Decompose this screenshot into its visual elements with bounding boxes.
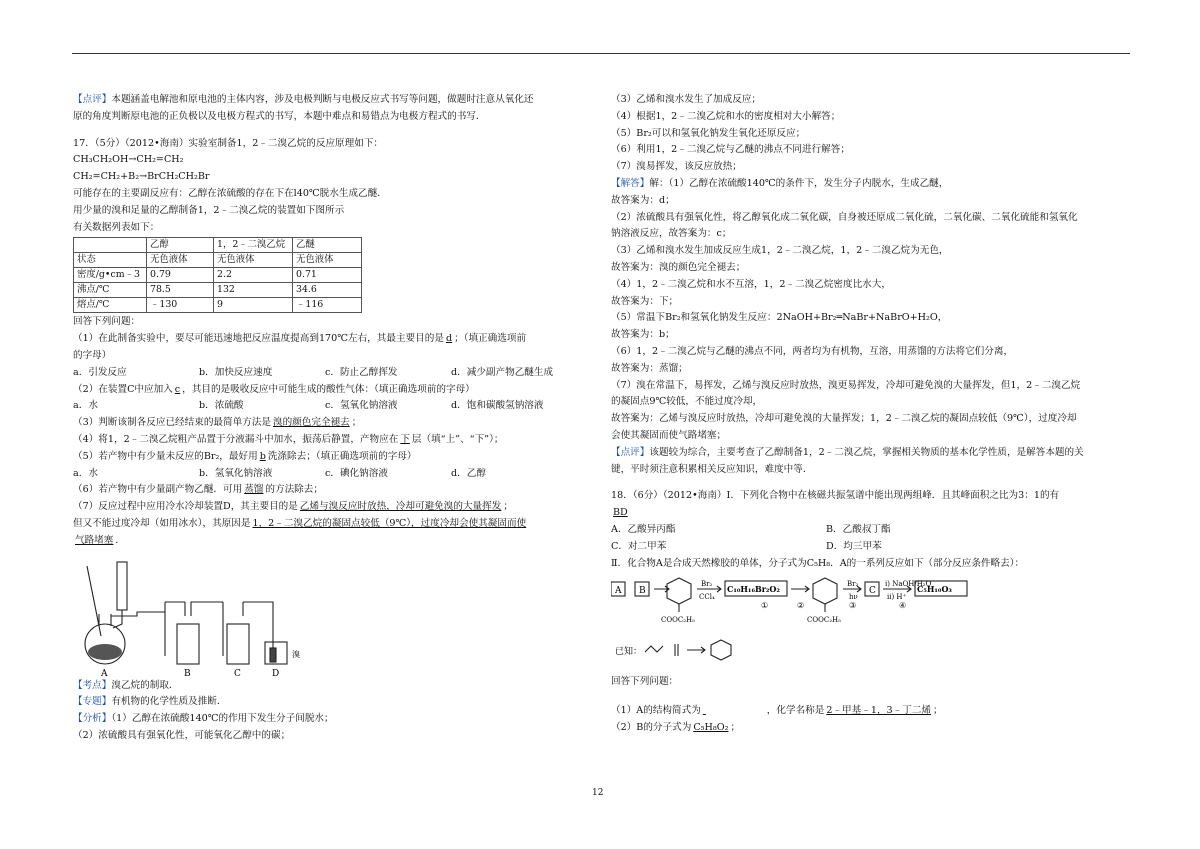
option-b: b．加快反应速度 xyxy=(199,366,273,378)
table-cell: 9 xyxy=(214,298,293,313)
solution-line: （3）乙烯和溴水发生加成反应生成1，2﹣二溴乙烷，1，2﹣二溴乙烷为无色， xyxy=(611,245,949,257)
solution-line: 故答案为：溴的颜色完全褪去； xyxy=(611,261,746,273)
flask-liquid xyxy=(88,644,122,660)
q17-part6-text: （6）若产物中有少量副产物乙醚．可用 xyxy=(73,484,243,496)
q17-part2-tail: ，其目的是吸收反应中可能生成的酸性气体：（填正确选项前的字母） xyxy=(182,383,475,395)
table-cell: 78.5 xyxy=(147,283,214,298)
table-cell: 密度/g•cm﹣3 xyxy=(74,268,147,283)
solution-line: （6）1，2﹣二溴乙烷与乙醚的沸点不同，两者均为有机物，互溶，用蒸馏的方法将它们分离， xyxy=(611,345,1014,357)
intro-text-1: 本题涵盖电解池和原电池的主体内容，涉及电极判断与电极反应式书写等问题，做题时注意从氧化还 xyxy=(111,94,534,105)
jieda-line xyxy=(611,176,1131,193)
q17-part3 xyxy=(73,415,588,432)
jieda-tag: 【解答】 xyxy=(611,177,650,189)
table-cell: 34.6 xyxy=(293,283,362,298)
label-a: A xyxy=(101,668,108,678)
solution-line: 的凝固点9℃较低，不能过度冷却， xyxy=(611,396,763,408)
table-cell: ﹣130 xyxy=(147,298,214,313)
q17-part1-tail: ；（填正确选项前 xyxy=(454,333,527,345)
q17-part4 xyxy=(73,432,588,449)
header-rule xyxy=(72,53,1130,54)
solution-line: 故答案为：乙烯与溴反应时放热，冷却可避免溴的大量挥发；1，2﹣二溴乙烷的凝固点较低（9℃），过度冷却 xyxy=(611,413,1077,425)
right-column xyxy=(611,92,1131,737)
solution-line: （2）浓硫酸具有强氧化性，将乙醇氧化成二氧化碳，自身被还原成二氧化硫，二氧化碳、二氧化硫能和氢氧化 xyxy=(611,211,1078,223)
q17-part5-answer: b xyxy=(259,450,266,462)
table-cell: 132 xyxy=(214,283,293,298)
reagent-acid: ii) H⁺ xyxy=(887,593,907,602)
q17-table-intro: 有关数据列表如下： xyxy=(73,221,160,233)
fenxi-line xyxy=(73,711,588,728)
analysis-line: （7）溴易挥发，该反应放热； xyxy=(611,161,742,173)
zhuanti-line xyxy=(73,694,588,711)
q17-part7-cont2 xyxy=(73,533,588,550)
q18-sub1-answer: 2﹣甲基﹣1，3﹣丁二烯 xyxy=(826,705,932,717)
reagent-naoh: i) NaOH/H₂O xyxy=(885,580,932,589)
q17-part5-tail: 洗涤除去；（填正确选项前的字母） xyxy=(267,450,417,462)
q17-part7-answer: 乙烯与溴反应时放热，冷却可避免溴的大量挥发 xyxy=(299,501,502,513)
q17-eq2: CH₂=CH₂+B₂→BrCH₂CH₂Br xyxy=(73,171,210,183)
option-c: c．氢氧化钠溶液 xyxy=(325,400,398,412)
q17-part7 xyxy=(73,499,588,516)
option-c: C．对二甲苯 xyxy=(611,540,667,552)
q17-part2 xyxy=(73,382,588,399)
q17-part4-tail: 层（填“上”、“下”）； xyxy=(411,433,504,445)
label-bromine: 溴 xyxy=(292,649,300,659)
q18-sub2 xyxy=(611,720,1131,737)
left-column xyxy=(73,92,588,745)
q17-part6 xyxy=(73,482,588,499)
reaction-scheme xyxy=(611,576,971,674)
table-cell: 沸点/℃ xyxy=(74,283,147,298)
table-cell: 无色液体 xyxy=(293,253,362,268)
analysis-line: （5）Br₂可以和氢氧化钠发生氧化还原反应； xyxy=(611,127,806,139)
zhuanti-tag: 【专题】 xyxy=(73,696,112,708)
q17-options-5 xyxy=(73,466,588,483)
q18-answer: BD xyxy=(613,507,628,519)
q18-sub2-text: （2）B的分子式为 xyxy=(611,721,692,733)
q17-part7-tail: ； xyxy=(503,501,513,513)
page-number: 12 xyxy=(592,788,604,798)
dianping-text: 该题较为综合，主要考查了乙醇制备1，2﹣二溴乙烷，掌握相关物质的基本化学性质，是解答本题的关 xyxy=(649,446,1084,458)
table-row xyxy=(74,238,362,253)
intro-line-1 xyxy=(73,92,588,109)
option-c: c．碘化钠溶液 xyxy=(325,467,388,479)
q17-part1-cont: 的字母） xyxy=(73,349,112,361)
table-cell: 熔点/℃ xyxy=(74,298,147,313)
table-cell: 状态 xyxy=(74,253,147,268)
q17-options-2 xyxy=(73,398,588,415)
kaodian-tag: 【考点】 xyxy=(73,679,112,691)
solution-line: （7）溴在常温下，易挥发，乙烯与溴反应时放热，溴更易挥发，冷却可避免溴的大量挥发，但1，2﹣二溴乙烷 xyxy=(611,379,1081,391)
q17-setup-note: 用少量的溴和足量的乙醇制备1，2﹣二溴乙烷的装置如下图所示 xyxy=(73,204,345,216)
table-row xyxy=(74,268,362,283)
kaodian-text: 溴乙烷的制取． xyxy=(111,679,179,691)
q17-part7-end: ． xyxy=(115,534,125,546)
q18-sub2-answer: C₅H₈O₂ xyxy=(693,721,729,733)
q17-part6-answer: 蒸馏 xyxy=(244,484,264,496)
analysis-line: （3）乙烯和溴水发生了加成反应； xyxy=(611,94,762,105)
table-cell: 无色液体 xyxy=(214,253,293,268)
ring-1 xyxy=(667,578,691,604)
step-3: ③ xyxy=(849,601,857,611)
thermometer xyxy=(87,566,101,636)
solution-line: 故答案为：d； xyxy=(611,194,675,206)
label-d: D xyxy=(272,668,280,678)
q17-part7-answer-2: 1，2﹣二溴乙烷的凝固点较低（9℃），过度冷却会使其凝固而使 xyxy=(252,517,527,529)
cyclohexene xyxy=(711,640,731,660)
table-cell: 0.79 xyxy=(147,268,214,283)
q18-sub1-text: （1）A的结构简式为 xyxy=(611,705,701,717)
step-4: ④ xyxy=(899,601,907,611)
analysis-line: （6）利用1，2﹣二溴乙烷与乙醚的沸点不同进行解答； xyxy=(611,144,850,156)
reagent-br2: Br₂ xyxy=(701,580,713,589)
q17-part2-answer: c xyxy=(174,383,181,395)
option-b: b．浓硫酸 xyxy=(199,400,244,412)
dianping-tag-2: 【点评】 xyxy=(611,446,650,458)
q17-part1 xyxy=(73,331,588,348)
reagent-br2-2: Br₂ xyxy=(847,580,859,589)
q17-part4-answer: 下 xyxy=(400,433,410,445)
answer-intro: 回答下列问题： xyxy=(73,316,141,328)
table-cell xyxy=(74,238,147,253)
solution-line: （4）1，2﹣二溴乙烷和水不互溶，1，2﹣二溴乙烷密度比水大， xyxy=(611,278,891,290)
structure-blank xyxy=(701,703,767,720)
q17-part4-text: （4）将1，2﹣二溴乙烷粗产品置于分液漏斗中加水，振荡后静置，产物应在 xyxy=(73,433,399,445)
option-a: a．水 xyxy=(73,467,98,479)
step-1: ① xyxy=(761,601,769,611)
option-d: d．饱和碳酸氢钠溶液 xyxy=(451,400,544,412)
table-cell: 乙醇 xyxy=(147,238,214,253)
option-a: A．乙酸异丙酯 xyxy=(611,523,676,535)
substituent-2: COOC₂H₅ xyxy=(807,616,841,625)
answer-intro-2: 回答下列问题： xyxy=(611,676,679,688)
solution-line: 故答案为：蒸馏； xyxy=(611,362,688,374)
q17-eq1: CH₃CH₂OH→CH₂=CH₂ xyxy=(73,154,184,166)
label-b: B xyxy=(184,668,191,678)
solution-line: 故答案为：下； xyxy=(611,295,679,307)
option-d: d．乙醇 xyxy=(451,467,486,479)
table-cell: 乙醚 xyxy=(293,238,362,253)
q17-part5 xyxy=(73,449,588,466)
kaodian-line xyxy=(73,678,588,695)
solution-line: （5）常温下Br₂和氢氧化钠发生反应：2NaOH+Br₂═NaBr+NaBrO+H₂O， xyxy=(611,312,948,324)
table-cell: 0.71 xyxy=(293,268,362,283)
option-b: b．氢氧化钠溶液 xyxy=(199,467,273,479)
dianping-line-2: 键，平时须注意积累相关反应知识，难度中等． xyxy=(611,463,813,475)
label-c: C xyxy=(234,668,241,678)
q17-part7-answer-3: 气路堵塞 xyxy=(75,534,114,546)
q18-header: 18．（6分）（2012•海南）Ⅰ．下列化合物中在核磁共振氢谱中能出现两组峰．且其峰面积之比为3：1的有 xyxy=(611,490,1060,502)
q17-part3-tail: ； xyxy=(351,417,362,429)
option-d: D．均三甲苯 xyxy=(826,540,882,552)
solution-line: 钠溶液反应，故答案为：c； xyxy=(611,228,732,240)
q18-answer-line xyxy=(611,505,1131,522)
table-row xyxy=(74,298,362,313)
analysis-line: （4）根据1，2﹣二溴乙烷和水的密度相对大小解答； xyxy=(611,110,841,122)
box-b-label: B xyxy=(639,586,646,597)
fenxi-tag: 【分析】 xyxy=(73,713,112,725)
box-c-label: C xyxy=(869,586,876,597)
q17-part2-text: （2）在装置C中应加入 xyxy=(73,383,173,395)
q18-sub2-end: ； xyxy=(730,721,741,733)
reagent-ccl4: CCl₄ xyxy=(699,593,715,602)
table-row xyxy=(74,253,362,268)
option-b: B．乙酸叔丁酯 xyxy=(826,523,891,535)
solution-line: 会使其凝固而使气路堵塞； xyxy=(611,429,727,441)
table-cell: ﹣116 xyxy=(293,298,362,313)
step-2: ② xyxy=(797,601,805,611)
table-cell: 1，2﹣二溴乙烷 xyxy=(214,238,293,253)
table-row xyxy=(74,283,362,298)
dropping-funnel xyxy=(117,562,127,610)
q17-side-reaction: 可能存在的主要副反应有：乙醇在浓硫酸的存在下在l40℃脱水生成乙醚． xyxy=(73,187,387,199)
tube-d xyxy=(270,648,276,662)
apparatus-diagram xyxy=(73,556,313,678)
q18-sub1-mid: ，化学名称是 xyxy=(766,705,825,717)
q18-sub1 xyxy=(611,703,1131,720)
q17-part1-answer: d xyxy=(445,333,453,345)
zhuanti-text: 有机物的化学性质及推断． xyxy=(111,696,227,708)
q18-sub1-end: ； xyxy=(933,705,943,717)
q17-part3-text: （3）判断该制各反应已经结束的最简单方法是 xyxy=(73,417,271,429)
q17-part7-cont xyxy=(73,516,588,533)
bottle-b xyxy=(177,624,199,664)
fenxi-text: （1）乙醇在浓硫酸140℃的作用下发生分子间脱水； xyxy=(111,713,334,725)
fenxi-line-2: （2）浓硫酸具有强氧化性，可能氧化乙醇中的碳； xyxy=(73,729,291,741)
q17-options-1 xyxy=(73,365,588,382)
ring-2 xyxy=(813,578,837,604)
known-label: 已知： xyxy=(615,647,643,658)
q17-part5-text: （5）若产物中有少量未反应的Br₂，最好用 xyxy=(73,450,258,462)
substituent-1: COOC₂H₅ xyxy=(661,616,695,625)
q17-part7-text: （7）反应过程中应用冷水冷却装置D，其主要目的是 xyxy=(73,501,298,513)
solution-line: 故答案为：b； xyxy=(611,329,675,341)
box-dibromo-label: C₁₀H₁₆Br₂O₂ xyxy=(727,584,780,595)
dianping-line xyxy=(611,445,1131,462)
q18-options-2 xyxy=(611,539,1131,556)
intro-line-2: 原的角度判断原电池的正负极以及电极方程式的书写，本题中难点和易错点为电极方程式的书写． xyxy=(73,110,486,122)
reagent-hv: hν xyxy=(849,593,858,602)
q17-header: 17．（5分）（2012•海南）实验室制备1，2﹣二溴乙烷的反应原理如下： xyxy=(73,137,384,149)
q17-part6-tail: 的方法除去； xyxy=(265,484,323,496)
option-d: d．减少副产物乙醚生成 xyxy=(451,366,554,378)
bottle-c xyxy=(227,624,249,664)
option-a: a．水 xyxy=(73,400,98,412)
dianping-tag: 【点评】 xyxy=(73,94,112,105)
box-a-label: A xyxy=(615,586,622,597)
q18-options-1 xyxy=(611,522,1131,539)
q18-part2-intro: Ⅱ．化合物A是合成天然橡胶的单体，分子式为C₅H₈．A的一系列反应如下（部分反应条件略去）： xyxy=(611,557,1025,569)
q17-part1-text: （1）在此制备实验中，要尽可能迅速地把反应温度提高到170℃左右，其最主要目的是 xyxy=(73,333,444,345)
table-cell: 2.2 xyxy=(214,268,293,283)
box-product-label: C₅H₁₀O₃ xyxy=(917,584,952,595)
jieda-text: 解：（1）乙醇在浓硫酸140℃的条件下，发生分子内脱水，生成乙醚， xyxy=(649,177,949,189)
table-cell: 无色液体 xyxy=(147,253,214,268)
option-c: c．防止乙醇挥发 xyxy=(325,366,398,378)
q17-part7-cont-text: 但又不能过度冷却（如用冰水），其原因是 xyxy=(73,517,251,529)
data-table xyxy=(73,237,362,313)
q17-part3-answer: 溴的颜色完全褪去 xyxy=(272,417,350,429)
option-a: a．引发反应 xyxy=(73,366,127,378)
diene xyxy=(645,646,663,652)
